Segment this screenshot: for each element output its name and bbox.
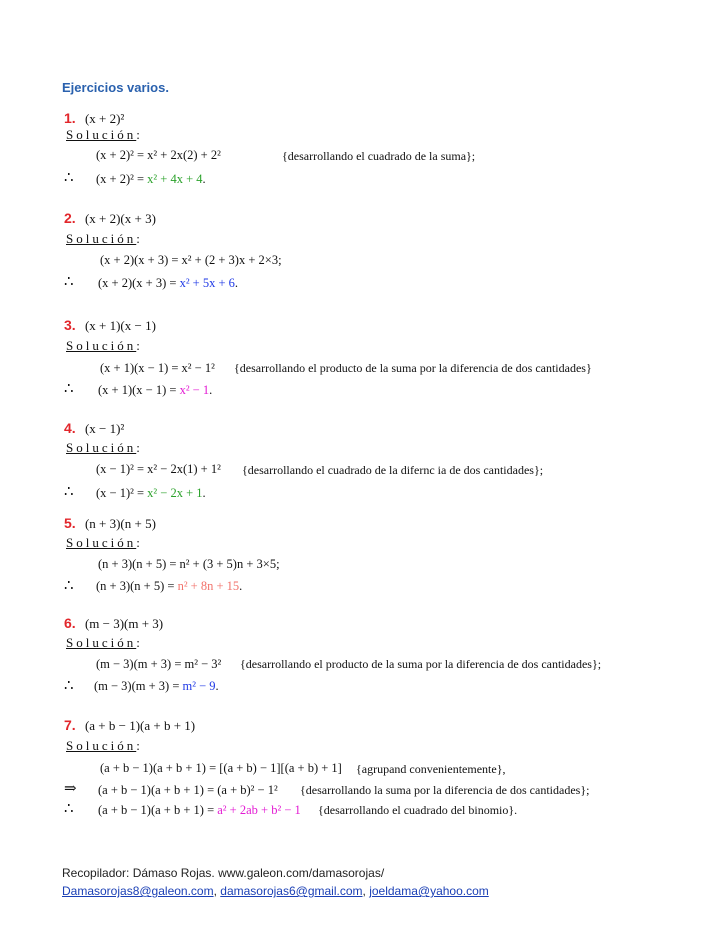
exercise-number: 1. — [64, 110, 76, 126]
exercise-problem: (a + b − 1)(a + b + 1) — [84, 718, 196, 733]
exercise-problem: (x + 2)(x + 3) — [84, 211, 156, 226]
email-link-2[interactable]: damasorojas6@gmail.com — [220, 884, 363, 898]
solution-result: (n + 3)(n + 5) = n² + 8n + 15. — [96, 579, 243, 593]
therefore-symbol: ∴ — [64, 576, 74, 594]
exercise-problem: (n + 3)(n + 5) — [84, 516, 156, 531]
solution-step: (a + b − 1)(a + b + 1) = [(a + b) − 1][(a + b) + 1] — [100, 761, 342, 775]
solution-label: Solución: — [66, 738, 143, 753]
solution-step-2: (a + b − 1)(a + b + 1) = (a + b)² − 1² — [98, 783, 278, 797]
therefore-symbol: ∴ — [64, 272, 74, 290]
exercise-problem: (x − 1)² — [84, 421, 125, 436]
solution-note: {desarrollando el producto de la suma por la diferencia de dos cantidades}; — [240, 657, 602, 671]
therefore-symbol: ∴ — [64, 379, 74, 397]
solution-step: (x + 1)(x − 1) = x² − 1² — [100, 361, 215, 375]
solution-label: Solución: — [66, 440, 143, 455]
solution-result: (a + b − 1)(a + b + 1) = a² + 2ab + b² − 1 — [98, 803, 301, 817]
solution-step: (m − 3)(m + 3) = m² − 3² — [96, 657, 222, 671]
solution-note: {desarrollando el producto de la suma por la diferencia de dos cantidades} — [234, 361, 592, 375]
email-link-1[interactable]: Damasorojas8@galeon.com — [62, 884, 214, 898]
page-title: Ejercicios varios. — [62, 80, 169, 95]
footer-credits: Recopilador: Dámaso Rojas. www.galeon.com/damasorojas/ — [62, 866, 385, 880]
result-value: x² − 2x + 1 — [147, 486, 203, 500]
exercise-number: 6. — [64, 615, 76, 631]
footer-emails: Damasorojas8@galeon.com, damasorojas6@gmail.com, joeldama@yahoo.com — [62, 884, 489, 898]
solution-label: Solución: — [66, 338, 143, 353]
implies-symbol: ⇒ — [64, 779, 77, 797]
exercise-problem: (x + 1)(x − 1) — [84, 318, 156, 333]
solution-step: (x + 2)(x + 3) = x² + (2 + 3)x + 2×3; — [100, 253, 282, 267]
exercise-header — [64, 317, 156, 334]
exercise-header — [64, 110, 124, 127]
exercise-header — [64, 615, 163, 632]
exercise-header — [64, 717, 195, 734]
solution-result: (x + 1)(x − 1) = x² − 1. — [98, 383, 213, 397]
therefore-symbol: ∴ — [64, 799, 74, 817]
solution-label: Solución: — [66, 535, 143, 550]
solution-result: (m − 3)(m + 3) = m² − 9. — [94, 679, 219, 693]
solution-note: {desarrollando el cuadrado de la difernc ia de dos cantidades}; — [242, 463, 544, 477]
result-value: m² − 9 — [182, 679, 216, 693]
therefore-symbol: ∴ — [64, 676, 74, 694]
solution-note: {desarrollando el cuadrado de la suma}; — [282, 149, 476, 163]
solution-note: {agrupand convenientemente}, — [356, 762, 506, 776]
solution-result: (x − 1)² = x² − 2x + 1. — [96, 486, 206, 500]
solution-label: Solución: — [66, 127, 143, 142]
exercise-number: 5. — [64, 515, 76, 531]
footer — [62, 864, 489, 900]
solution-note-2: {desarrollando la suma por la diferencia de dos cantidades}; — [300, 783, 590, 797]
solution-result: (x + 2)² = x² + 4x + 4. — [96, 172, 206, 186]
solution-step: (n + 3)(n + 5) = n² + (3 + 5)n + 3×5; — [98, 557, 280, 571]
exercise-number: 4. — [64, 420, 76, 436]
solution-step: (x + 2)² = x² + 2x(2) + 2² — [96, 148, 221, 162]
exercise-header — [64, 420, 124, 437]
solution-step: (x − 1)² = x² − 2x(1) + 1² — [96, 462, 221, 476]
result-value: x² + 5x + 6 — [179, 276, 235, 290]
therefore-symbol: ∴ — [64, 168, 74, 186]
email-link-3[interactable]: joeldama@yahoo.com — [369, 884, 489, 898]
exercise-header — [64, 515, 156, 532]
therefore-symbol: ∴ — [64, 482, 74, 500]
result-value: a² + 2ab + b² − 1 — [217, 803, 301, 817]
solution-label: Solución: — [66, 635, 143, 650]
solution-result: (x + 2)(x + 3) = x² + 5x + 6. — [98, 276, 239, 290]
exercise-number: 7. — [64, 717, 76, 733]
result-value: x² + 4x + 4 — [147, 172, 203, 186]
solution-label: Solución: — [66, 231, 143, 246]
exercise-problem: (m − 3)(m + 3) — [84, 616, 164, 631]
exercise-problem: (x + 2)² — [84, 111, 125, 126]
exercise-number: 2. — [64, 210, 76, 226]
solution-note-3: {desarrollando el cuadrado del binomio}. — [318, 803, 518, 817]
exercise-header — [64, 210, 156, 227]
result-value: x² − 1 — [179, 383, 210, 397]
exercise-number: 3. — [64, 317, 76, 333]
result-value: n² + 8n + 15 — [177, 579, 240, 593]
